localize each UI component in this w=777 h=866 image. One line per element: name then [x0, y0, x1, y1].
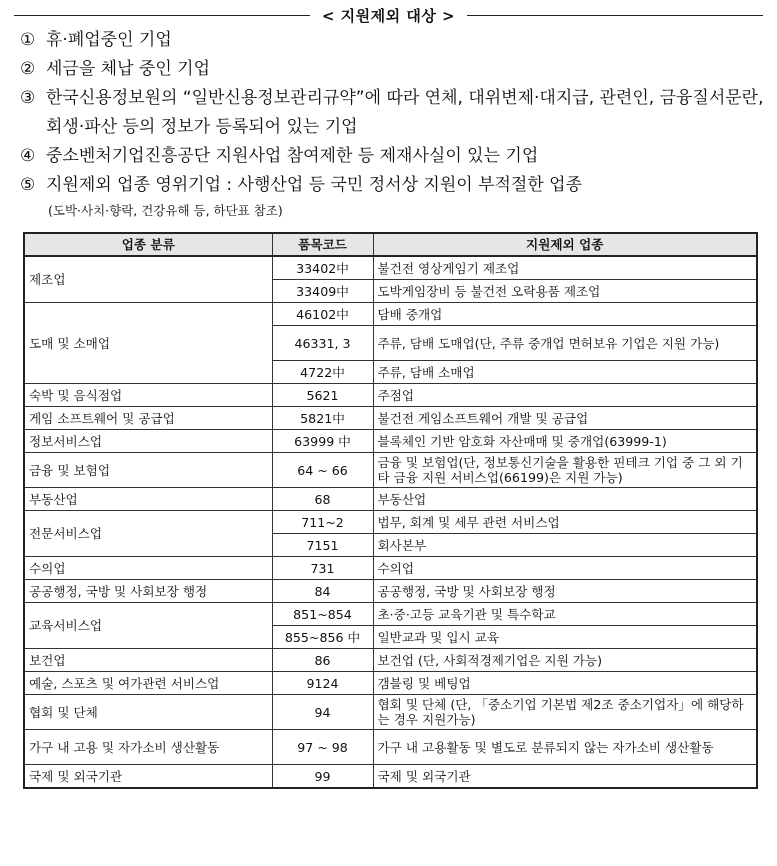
table-row	[24, 649, 757, 672]
cell-category: 부동산업	[24, 488, 272, 511]
cell-category: 수의업	[24, 557, 272, 580]
cell-description: 일반교과 및 입시 교육	[373, 626, 757, 649]
cell-description: 갬블링 및 베팅업	[373, 672, 757, 695]
table-row	[24, 672, 757, 695]
table-row	[24, 511, 757, 534]
header-description: 지원제외 업종	[373, 233, 757, 256]
page-title: < 지원제외 대상 >	[321, 6, 456, 25]
cell-code: 33409中	[272, 280, 373, 303]
cell-code: 711~2	[272, 511, 373, 534]
table-row	[24, 430, 757, 453]
item-text: 한국신용정보원의 “일반신용정보관리규약”에 따라 연체, 대위변제·대지급, 관련인, 금융질서문란, 회생·파산 등의 정보가 등록되어 있는 기업	[46, 88, 764, 137]
cell-description: 불건전 영상게임기 제조업	[373, 256, 757, 280]
table-row	[24, 580, 757, 603]
cell-category: 도매 및 소매업	[24, 303, 272, 384]
cell-description: 불건전 게임소프트웨어 개발 및 공급업	[373, 407, 757, 430]
cell-code: 46102中	[272, 303, 373, 326]
table-row	[24, 557, 757, 580]
item-number: ⑤	[20, 175, 36, 195]
cell-code: 46331, 3	[272, 326, 373, 361]
cell-category: 금융 및 보험업	[24, 453, 272, 488]
exclusion-list	[20, 26, 767, 221]
cell-category: 전문서비스업	[24, 511, 272, 557]
cell-code: 855~856 中	[272, 626, 373, 649]
cell-code: 731	[272, 557, 373, 580]
cell-code: 97 ~ 98	[272, 730, 373, 765]
cell-category: 게임 소프트웨어 및 공급업	[24, 407, 272, 430]
cell-description: 보건업 (단, 사회적경제기업은 지원 가능)	[373, 649, 757, 672]
note-text: (도박·사치·향락, 건강유해 등, 하단표 참조)	[48, 203, 283, 218]
title-rule-right	[467, 15, 763, 16]
cell-description: 회사본부	[373, 534, 757, 557]
cell-code: 5821中	[272, 407, 373, 430]
cell-category: 보건업	[24, 649, 272, 672]
table-row	[24, 407, 757, 430]
cell-description: 부동산업	[373, 488, 757, 511]
item-number: ③	[20, 88, 36, 108]
cell-code: 86	[272, 649, 373, 672]
cell-description: 금융 및 보험업(단, 정보통신기술을 활용한 핀테크 기업 중 그 외 기타 금융 지원 서비스업(66199)은 지원 가능)	[373, 453, 757, 488]
title-row	[14, 2, 763, 28]
cell-code: 33402中	[272, 256, 373, 280]
table-row	[24, 303, 757, 326]
cell-code: 68	[272, 488, 373, 511]
cell-code: 9124	[272, 672, 373, 695]
cell-category: 제조업	[24, 256, 272, 303]
table-row	[24, 488, 757, 511]
cell-code: 4722中	[272, 361, 373, 384]
cell-category: 숙박 및 음식점업	[24, 384, 272, 407]
item-number: ④	[20, 146, 36, 166]
cell-description: 주점업	[373, 384, 757, 407]
item-text: 휴·폐업중인 기업	[46, 30, 172, 50]
table-row	[24, 453, 757, 488]
cell-category: 정보서비스업	[24, 430, 272, 453]
title-rule-left	[14, 15, 310, 16]
cell-description: 담배 중개업	[373, 303, 757, 326]
item-text: 세금을 체납 중인 기업	[46, 59, 211, 79]
cell-description: 주류, 담배 도매업(단, 주류 중개업 면허보유 기업은 지원 가능)	[373, 326, 757, 361]
item-text: 중소벤처기업진흥공단 지원사업 참여제한 등 제재사실이 있는 기업	[46, 146, 539, 166]
excluded-industries-table	[23, 232, 758, 789]
cell-code: 7151	[272, 534, 373, 557]
table-row	[24, 730, 757, 765]
item-number: ①	[20, 30, 36, 50]
cell-description: 국제 및 외국기관	[373, 765, 757, 789]
cell-code: 5621	[272, 384, 373, 407]
list-item	[20, 26, 767, 55]
item-number: ②	[20, 59, 36, 79]
cell-category: 협회 및 단체	[24, 695, 272, 730]
table-row	[24, 603, 757, 626]
cell-description: 법무, 회계 및 세무 관련 서비스업	[373, 511, 757, 534]
table-row	[24, 695, 757, 730]
cell-category: 가구 내 고용 및 자가소비 생산활동	[24, 730, 272, 765]
cell-description: 협회 및 단체 (단, 「중소기업 기본법 제2조 중소기업자」에 해당하는 경우 지원가능)	[373, 695, 757, 730]
cell-code: 84	[272, 580, 373, 603]
cell-description: 도박게임장비 등 불건전 오락용품 제조업	[373, 280, 757, 303]
cell-code: 64 ~ 66	[272, 453, 373, 488]
header-code: 품목코드	[272, 233, 373, 256]
header-category: 업종 분류	[24, 233, 272, 256]
item-text: 지원제외 업종 영위기업 : 사행산업 등 국민 정서상 지원이 부적절한 업종	[46, 175, 583, 195]
list-item	[20, 55, 767, 84]
cell-code: 63999 中	[272, 430, 373, 453]
cell-category: 예술, 스포츠 및 여가관련 서비스업	[24, 672, 272, 695]
list-item	[20, 142, 767, 171]
list-item	[20, 84, 767, 142]
cell-description: 공공행정, 국방 및 사회보장 행정	[373, 580, 757, 603]
cell-description: 주류, 담배 소매업	[373, 361, 757, 384]
table-row	[24, 765, 757, 789]
cell-category: 국제 및 외국기관	[24, 765, 272, 789]
table-row	[24, 256, 757, 280]
cell-code: 851~854	[272, 603, 373, 626]
cell-description: 블록체인 기반 암호화 자산매매 및 중개업(63999-1)	[373, 430, 757, 453]
list-item	[20, 171, 767, 200]
table-row	[24, 384, 757, 407]
cell-description: 가구 내 고용활동 및 별도로 분류되지 않는 자가소비 생산활동	[373, 730, 757, 765]
cell-description: 수의업	[373, 557, 757, 580]
cell-description: 초·중·고등 교육기관 및 특수학교	[373, 603, 757, 626]
cell-code: 94	[272, 695, 373, 730]
cell-category: 교육서비스업	[24, 603, 272, 649]
cell-category: 공공행정, 국방 및 사회보장 행정	[24, 580, 272, 603]
cell-code: 99	[272, 765, 373, 789]
table-header-row	[24, 233, 757, 256]
